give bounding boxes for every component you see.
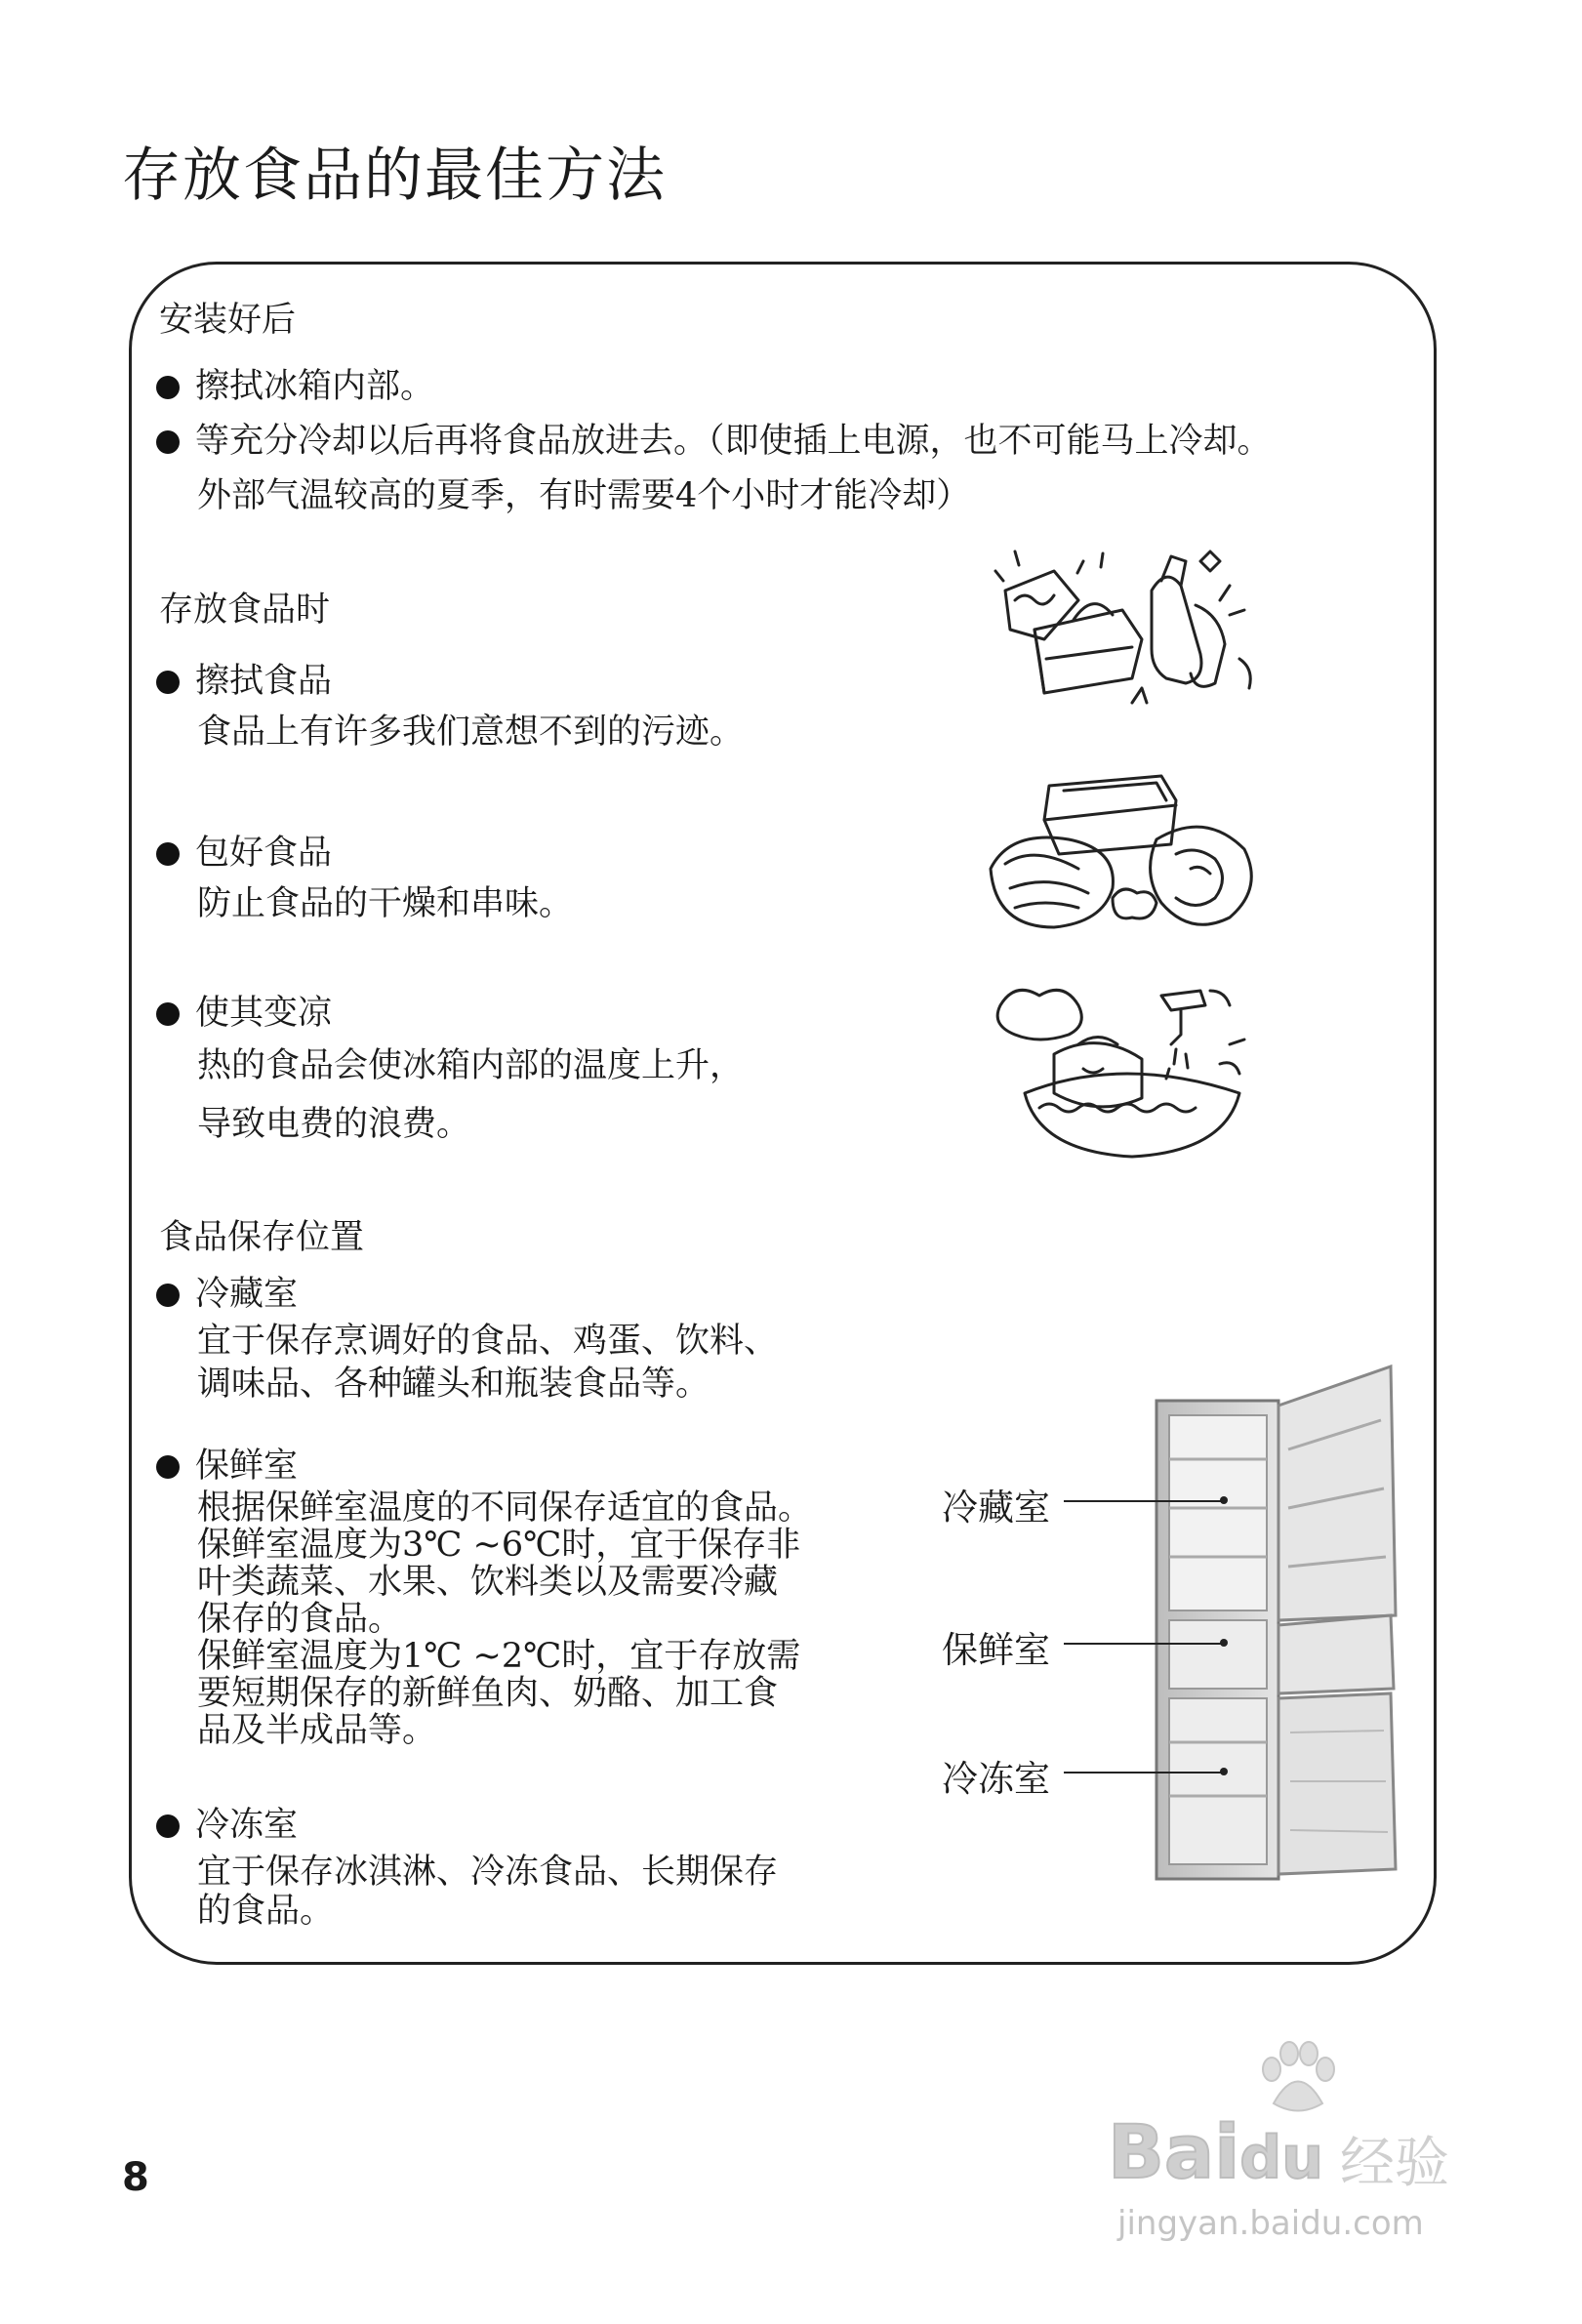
item-title: 包好食品 [195,834,333,873]
bullet-icon [156,1002,180,1026]
paw-icon [1252,2040,1340,2118]
leader-line [1064,1772,1225,1774]
leader-line [1064,1500,1225,1502]
leader-line [1064,1643,1225,1645]
list-item [156,361,434,412]
text-line: 要短期保存的新鲜鱼肉、奶酪、加工食 [197,1674,779,1713]
item-text [197,1320,778,1406]
list-item [156,1269,298,1320]
item-text: 防止食品的干燥和串味。 [197,884,574,923]
watermark-cn: 经验 [1340,2132,1449,2195]
fridge-illustration [1152,1362,1405,1889]
text-line: 的食品。 [197,1892,335,1931]
item-text: 食品上有许多我们意想不到的污迹。 [197,713,745,752]
baidu-watermark [1108,2040,1479,2255]
item-text [197,1489,812,1749]
list-item [156,828,332,878]
bullet-icon [156,1814,180,1838]
fridge-label-fridge: 冷藏室 [942,1487,1050,1529]
item-text-continued: 外部气温较高的夏季，有时需要4个小时才能冷却） [197,476,971,515]
item-title: 使其变凉 [195,994,333,1033]
page-title: 存放食品的最佳方法 [122,142,667,210]
list-item [156,416,1272,467]
text-line: 宜于保存烹调好的食品、鸡蛋、饮料、 [197,1322,779,1361]
list-item [156,656,332,707]
text-line: 保存的食品。 [197,1600,403,1639]
page-number: 8 [122,2155,149,2200]
text-line: 保鲜室温度为3℃ ~6℃时，宜于保存非 [197,1526,801,1565]
item-text [197,1853,778,1931]
text-line: 调味品、各种罐头和瓶装食品等。 [197,1365,710,1404]
item-text: 等充分冷却以后再将食品放进去。（即使插上电源，也不可能马上冷却。 [195,422,1272,461]
watermark-url: jingyan.baidu.com [1117,2204,1424,2243]
cooling-pot-illustration [986,976,1269,1166]
bullet-icon [156,842,180,866]
bullet-icon [156,671,180,694]
bullet-icon [156,430,180,454]
section-heading-after-install: 安装好后 [159,301,297,340]
bullet-icon [156,1284,180,1307]
watermark-brand: Baidu [1108,2108,1323,2195]
list-item [156,1441,298,1491]
fridge-label-freezer: 冷冻室 [942,1758,1050,1800]
fridge-label-fresh: 保鲜室 [942,1629,1050,1671]
list-item [156,1800,298,1851]
item-title: 冷藏室 [195,1275,299,1314]
text-line: 根据保鲜室温度的不同保存适宜的食品。 [197,1488,813,1528]
item-title: 擦拭食品 [195,662,333,701]
item-text: 擦拭冰箱内部。 [195,367,435,406]
text-line: 保鲜室温度为1℃ ~2℃时，宜于存放需 [197,1637,801,1676]
list-item [156,988,332,1039]
leader-dot [1220,1639,1228,1647]
item-title: 保鲜室 [195,1447,299,1486]
text-line: 宜于保存冰淇淋、冷冻食品、长期保存 [197,1853,779,1892]
leader-dot [1220,1768,1228,1775]
item-text: 导致电费的浪费。 [197,1105,471,1144]
leader-dot [1220,1496,1228,1504]
text-line: 叶类蔬菜、水果、饮料类以及需要冷藏 [197,1563,779,1602]
wiping-food-illustration [986,532,1269,722]
bullet-icon [156,1455,180,1479]
text-line: 品及半成品等。 [197,1711,437,1750]
item-text: 热的食品会使冰箱内部的温度上升， [197,1046,745,1085]
wrapped-food-illustration [981,761,1264,947]
item-title: 冷冻室 [195,1806,299,1845]
section-heading-location: 食品保存位置 [159,1218,365,1257]
section-heading-storing: 存放食品时 [159,591,331,630]
bullet-icon [156,376,180,399]
